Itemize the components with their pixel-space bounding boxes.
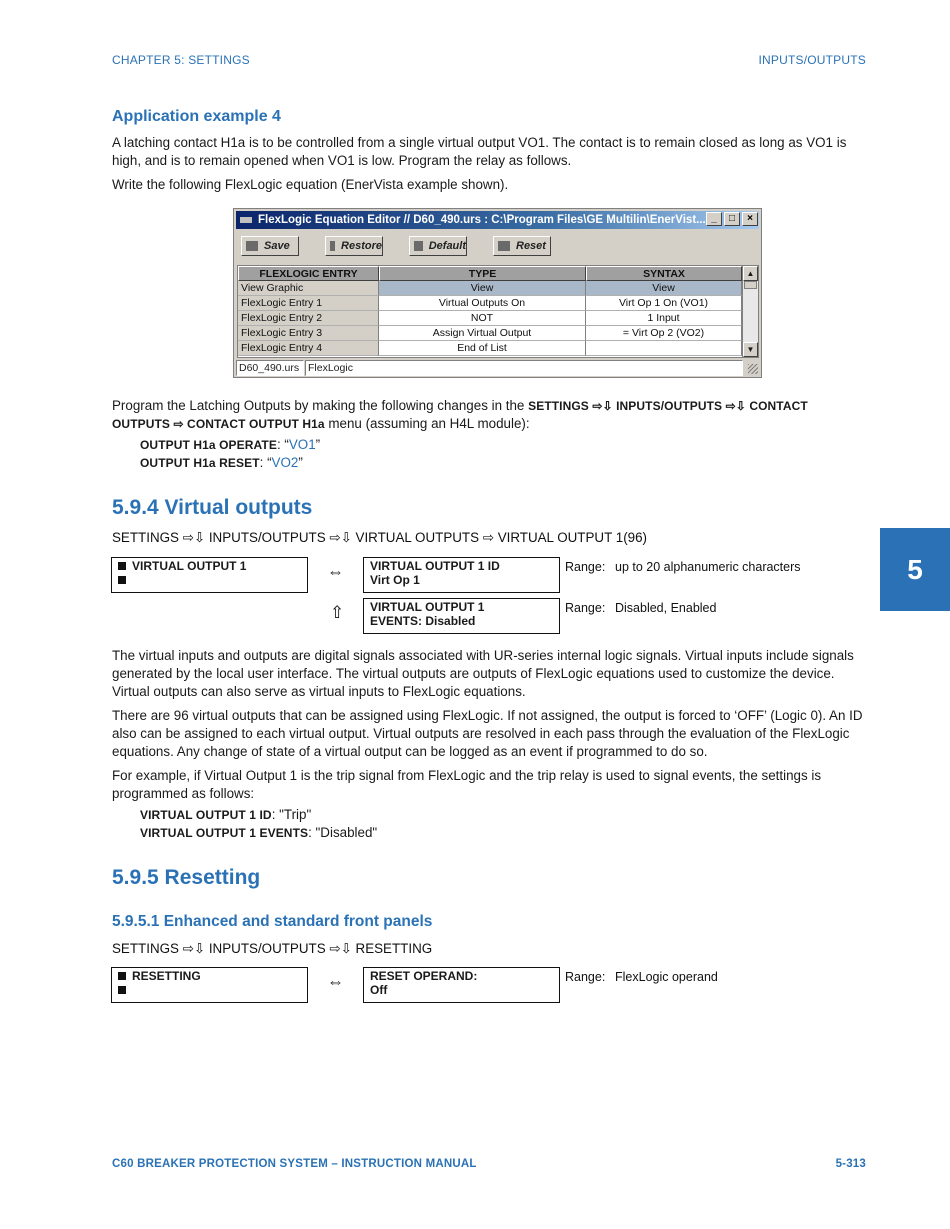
reset-value: VO2 [271, 455, 299, 470]
restore-icon [330, 241, 335, 251]
table-row-label[interactable]: FlexLogic Entry 2 [238, 311, 379, 326]
bidirectional-arrow-icon: ⇔ [327, 972, 344, 991]
vertical-scrollbar[interactable] [742, 266, 758, 357]
table-cell-type[interactable]: Virtual Outputs On [379, 296, 586, 311]
scroll-down-icon[interactable]: ▼ [743, 342, 758, 357]
editor-titlebar [236, 211, 759, 229]
table-row-label[interactable]: FlexLogic Entry 4 [238, 341, 379, 356]
running-header-chapter: CHAPTER 5: SETTINGS [112, 53, 250, 67]
save-icon [246, 241, 258, 251]
column-header-type[interactable]: TYPE [379, 266, 586, 281]
maximize-icon[interactable]: □ [724, 212, 740, 226]
status-file: D60_490.urs [236, 360, 304, 376]
column-header-syntax[interactable]: SYNTAX [586, 266, 742, 281]
app-icon [240, 217, 252, 223]
column-header-entry[interactable]: FLEXLOGIC ENTRY [238, 266, 379, 281]
table-cell-syntax[interactable]: View [586, 281, 742, 296]
app-example-title: Application example 4 [112, 108, 281, 125]
example-setting-events: VIRTUAL OUTPUT 1 EVENTS: "Disabled" [140, 825, 378, 840]
square-bullet-icon [118, 972, 126, 980]
up-arrow-icon: ⇧ [330, 603, 345, 622]
virtual-output-menu-box: VIRTUAL OUTPUT 1 [111, 557, 308, 593]
minimize-icon[interactable]: _ [706, 212, 722, 226]
section-heading-virtual-outputs: 5.9.4 Virtual outputs [112, 496, 313, 519]
page-number: 5-313 [835, 1158, 866, 1170]
range-value: up to 20 alphanumeric characters [615, 560, 801, 574]
latching-intro: Program the Latching Outputs by making the following changes in the SETTINGS ⇨⇩ INPUTS/OUTPUTS ⇨⇩ CONTACT OUTPUTS ⇨ CONTACT OUTPUT H1a menu (assuming an H4L module): [112, 398, 808, 431]
resize-grip-icon[interactable] [748, 364, 758, 374]
table-cell-syntax[interactable]: = Virt Op 2 (VO2) [586, 326, 742, 341]
table-cell-type[interactable]: End of List [379, 341, 586, 356]
resetting-menu-box: RESETTING [111, 967, 308, 1003]
bidirectional-arrow-icon: ⇔ [327, 562, 344, 581]
default-icon [414, 241, 423, 251]
restore-button[interactable]: Restore [325, 236, 383, 256]
menu-path: SETTINGS ⇨⇩ INPUTS/OUTPUTS ⇨⇩ CONTACT [528, 399, 808, 413]
square-bullet-icon [118, 576, 126, 584]
reset-button[interactable]: Reset [493, 236, 551, 256]
virtual-outputs-para2: There are 96 virtual outputs that can be assigned using FlexLogic. If not assigned, the output is forced to ‘OFF’ (Logic 0). An ID also can be assigned to each virtual output. Virtual outputs are resolved in each pass through the evaluation of the FlexLogic equations. Any change of state of a virtual output can be logged as an event if programmed to do so. [112, 708, 863, 759]
close-icon[interactable]: × [742, 212, 758, 226]
range-label: Range: [565, 560, 606, 574]
app-example-para2: Write the following FlexLogic equation (EnerVista example shown). [112, 177, 509, 192]
subsection-heading-front-panels: 5.9.5.1 Enhanced and standard front panels [112, 913, 433, 930]
table-row-label[interactable]: FlexLogic Entry 3 [238, 326, 379, 341]
table-row-label[interactable]: FlexLogic Entry 1 [238, 296, 379, 311]
save-button[interactable]: Save [241, 236, 299, 256]
latching-item-operate: OUTPUT H1a OPERATE: “VO1” [140, 437, 321, 452]
scroll-thumb[interactable] [744, 281, 757, 289]
table-cell-type[interactable]: View [379, 281, 586, 296]
table-cell-syntax[interactable] [586, 341, 742, 356]
table-cell-type[interactable]: Assign Virtual Output [379, 326, 586, 341]
editor-title: FlexLogic Equation Editor // D60_490.urs : C:\Program Files\GE Multilin\EnerVist... [258, 214, 706, 226]
default-button[interactable]: Default [409, 236, 467, 256]
range-label: Range: [565, 601, 606, 615]
reset-icon [498, 241, 510, 251]
range-value: FlexLogic operand [615, 970, 718, 984]
footer-title: C60 BREAKER PROTECTION SYSTEM – INSTRUCTION MANUAL [112, 1158, 477, 1170]
scroll-up-icon[interactable]: ▲ [743, 266, 758, 281]
section-heading-resetting: 5.9.5 Resetting [112, 866, 261, 889]
virtual-outputs-para3: For example, if Virtual Output 1 is the trip signal from FlexLogic and the trip relay is used to signal events, the settings is programmed as follows: [112, 768, 822, 801]
resetting-menu-path: SETTINGS ⇨⇩ INPUTS/OUTPUTS ⇨⇩ RESETTING [112, 941, 433, 956]
square-bullet-icon [118, 562, 126, 570]
app-example-para1: A latching contact H1a is to be controlled from a single virtual output VO1. The contact is to remain closed as long as VO1 is high, and is to remain opened when VO1 is low. Program the relay as follows. [112, 135, 847, 168]
range-value: Disabled, Enabled [615, 601, 717, 615]
flexlogic-grid [237, 265, 759, 358]
chapter-tab: 5 [880, 528, 950, 611]
virtual-output-events-setting: VIRTUAL OUTPUT 1 EVENTS: Disabled [363, 598, 560, 634]
square-bullet-icon [118, 986, 126, 994]
example-setting-id: VIRTUAL OUTPUT 1 ID: "Trip" [140, 807, 312, 822]
virtual-output-id-setting: VIRTUAL OUTPUT 1 ID Virt Op 1 [363, 557, 560, 593]
reset-operand-setting: RESET OPERAND: Off [363, 967, 560, 1003]
flexlogic-editor-window [233, 208, 762, 378]
table-cell-syntax[interactable]: Virt Op 1 On (VO1) [586, 296, 742, 311]
virtual-outputs-para1: The virtual inputs and outputs are digital signals associated with UR-series internal logic signals. Virtual inputs include signals generated by the local user interface. The virtual outputs are outputs of FlexLogic equations used to customize the device. Virtual outputs can also serve as virtual inputs to FlexLogic equations. [112, 648, 854, 699]
menu-path-cont: OUTPUTS ⇨ CONTACT OUTPUT H1a [112, 417, 325, 431]
table-cell-syntax[interactable]: 1 Input [586, 311, 742, 326]
range-label: Range: [565, 970, 606, 984]
operate-value: VO1 [288, 437, 316, 452]
table-row-label[interactable]: View Graphic [238, 281, 379, 296]
latching-item-reset: OUTPUT H1a RESET: “VO2” [140, 455, 303, 470]
table-cell-type[interactable]: NOT [379, 311, 586, 326]
running-header-section: INPUTS/OUTPUTS [758, 53, 866, 67]
status-mode: FlexLogic [305, 360, 743, 376]
virtual-outputs-menu-path: SETTINGS ⇨⇩ INPUTS/OUTPUTS ⇨⇩ VIRTUAL OUTPUTS ⇨ VIRTUAL OUTPUT 1(96) [112, 530, 648, 545]
